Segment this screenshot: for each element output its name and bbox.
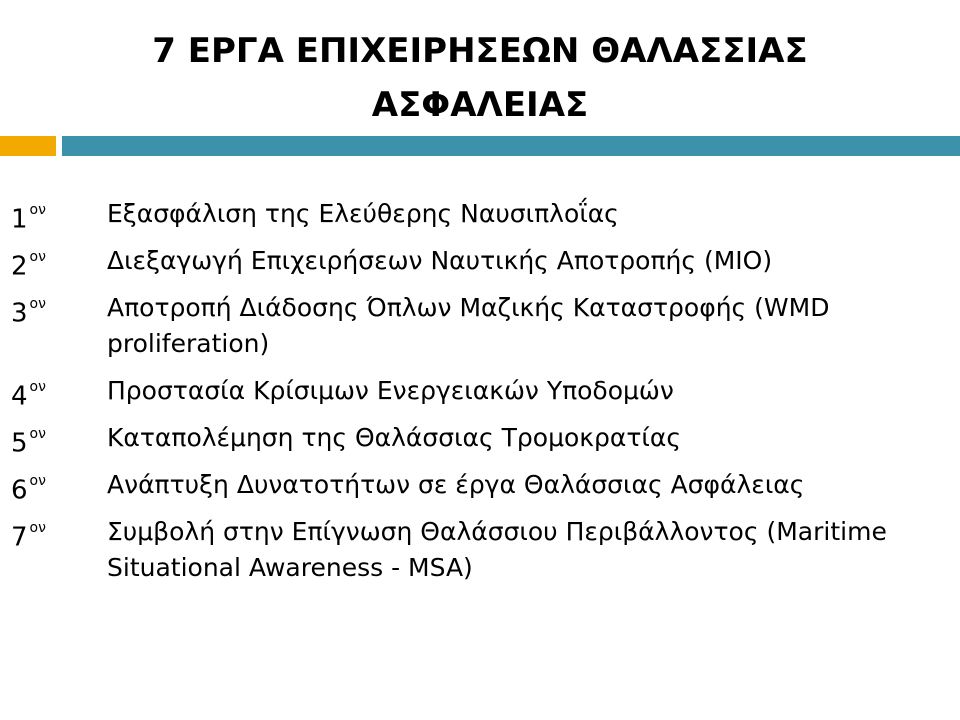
ordinal-suffix: ον xyxy=(29,426,46,442)
task-item-6 xyxy=(0,467,960,506)
task-text: Καταπολέμηση της Θαλάσσιας Τρομοκρατίας xyxy=(107,423,682,452)
task-text: Εξασφάλιση της Ελεύθερης Ναυσιπλοΐας xyxy=(107,199,619,228)
slide-title: 7 ΕΡΓΑ ΕΠΙΧΕΙΡΗΣΕΩΝ ΘΑΛΑΣΣΙΑΣ ΑΣΦΑΛΕΙΑΣ xyxy=(152,31,808,125)
task-item-2 xyxy=(0,243,960,282)
task-number: 2 $^{o\nu}$ xyxy=(11,249,46,282)
ordinal-suffix: ον xyxy=(29,202,46,218)
ordinal-suffix: ον xyxy=(29,520,46,536)
task-item-1 xyxy=(0,196,960,235)
ordinal-suffix: ον xyxy=(29,379,46,395)
task-number: 3 $^{o\nu}$ xyxy=(11,296,46,329)
ordinal-suffix: ον xyxy=(29,473,46,489)
task-text: Ανάπτυξη Δυνατοτήτων σε έργα Θαλάσσιας Ασφάλειας xyxy=(107,470,805,499)
task-item-4 xyxy=(0,373,960,412)
task-item-5 xyxy=(0,420,960,459)
task-list xyxy=(0,196,960,597)
task-number: 7 $^{o\nu}$ xyxy=(11,520,46,553)
task-item-7 xyxy=(0,514,960,586)
task-text: Αποτροπή Διάδοσης Όπλων Μαζικής Καταστροφής (WMD proliferation) xyxy=(107,293,830,358)
task-text: Συμβολή στην Επίγνωση Θαλάσσιου Περιβάλλοντος (Maritime Situational Awareness - MSA) xyxy=(107,517,887,582)
task-number: 6 $^{o\nu}$ xyxy=(11,473,46,506)
task-number: 1 $^{o\nu}$ xyxy=(11,202,46,235)
header-divider-bar xyxy=(62,136,960,156)
task-number: 4 $^{o\nu}$ xyxy=(11,379,46,412)
task-number: 5 $^{o\nu}$ xyxy=(11,426,46,459)
task-text: Διεξαγωγή Επιχειρήσεων Ναυτικής Αποτροπής (MIO) xyxy=(107,246,773,275)
accent-bar xyxy=(0,136,56,156)
ordinal-suffix: ον xyxy=(29,249,46,265)
task-text: Προστασία Κρίσιμων Ενεργειακών Υποδομών xyxy=(107,376,674,405)
ordinal-suffix: ον xyxy=(29,296,46,312)
task-item-3 xyxy=(0,290,960,362)
